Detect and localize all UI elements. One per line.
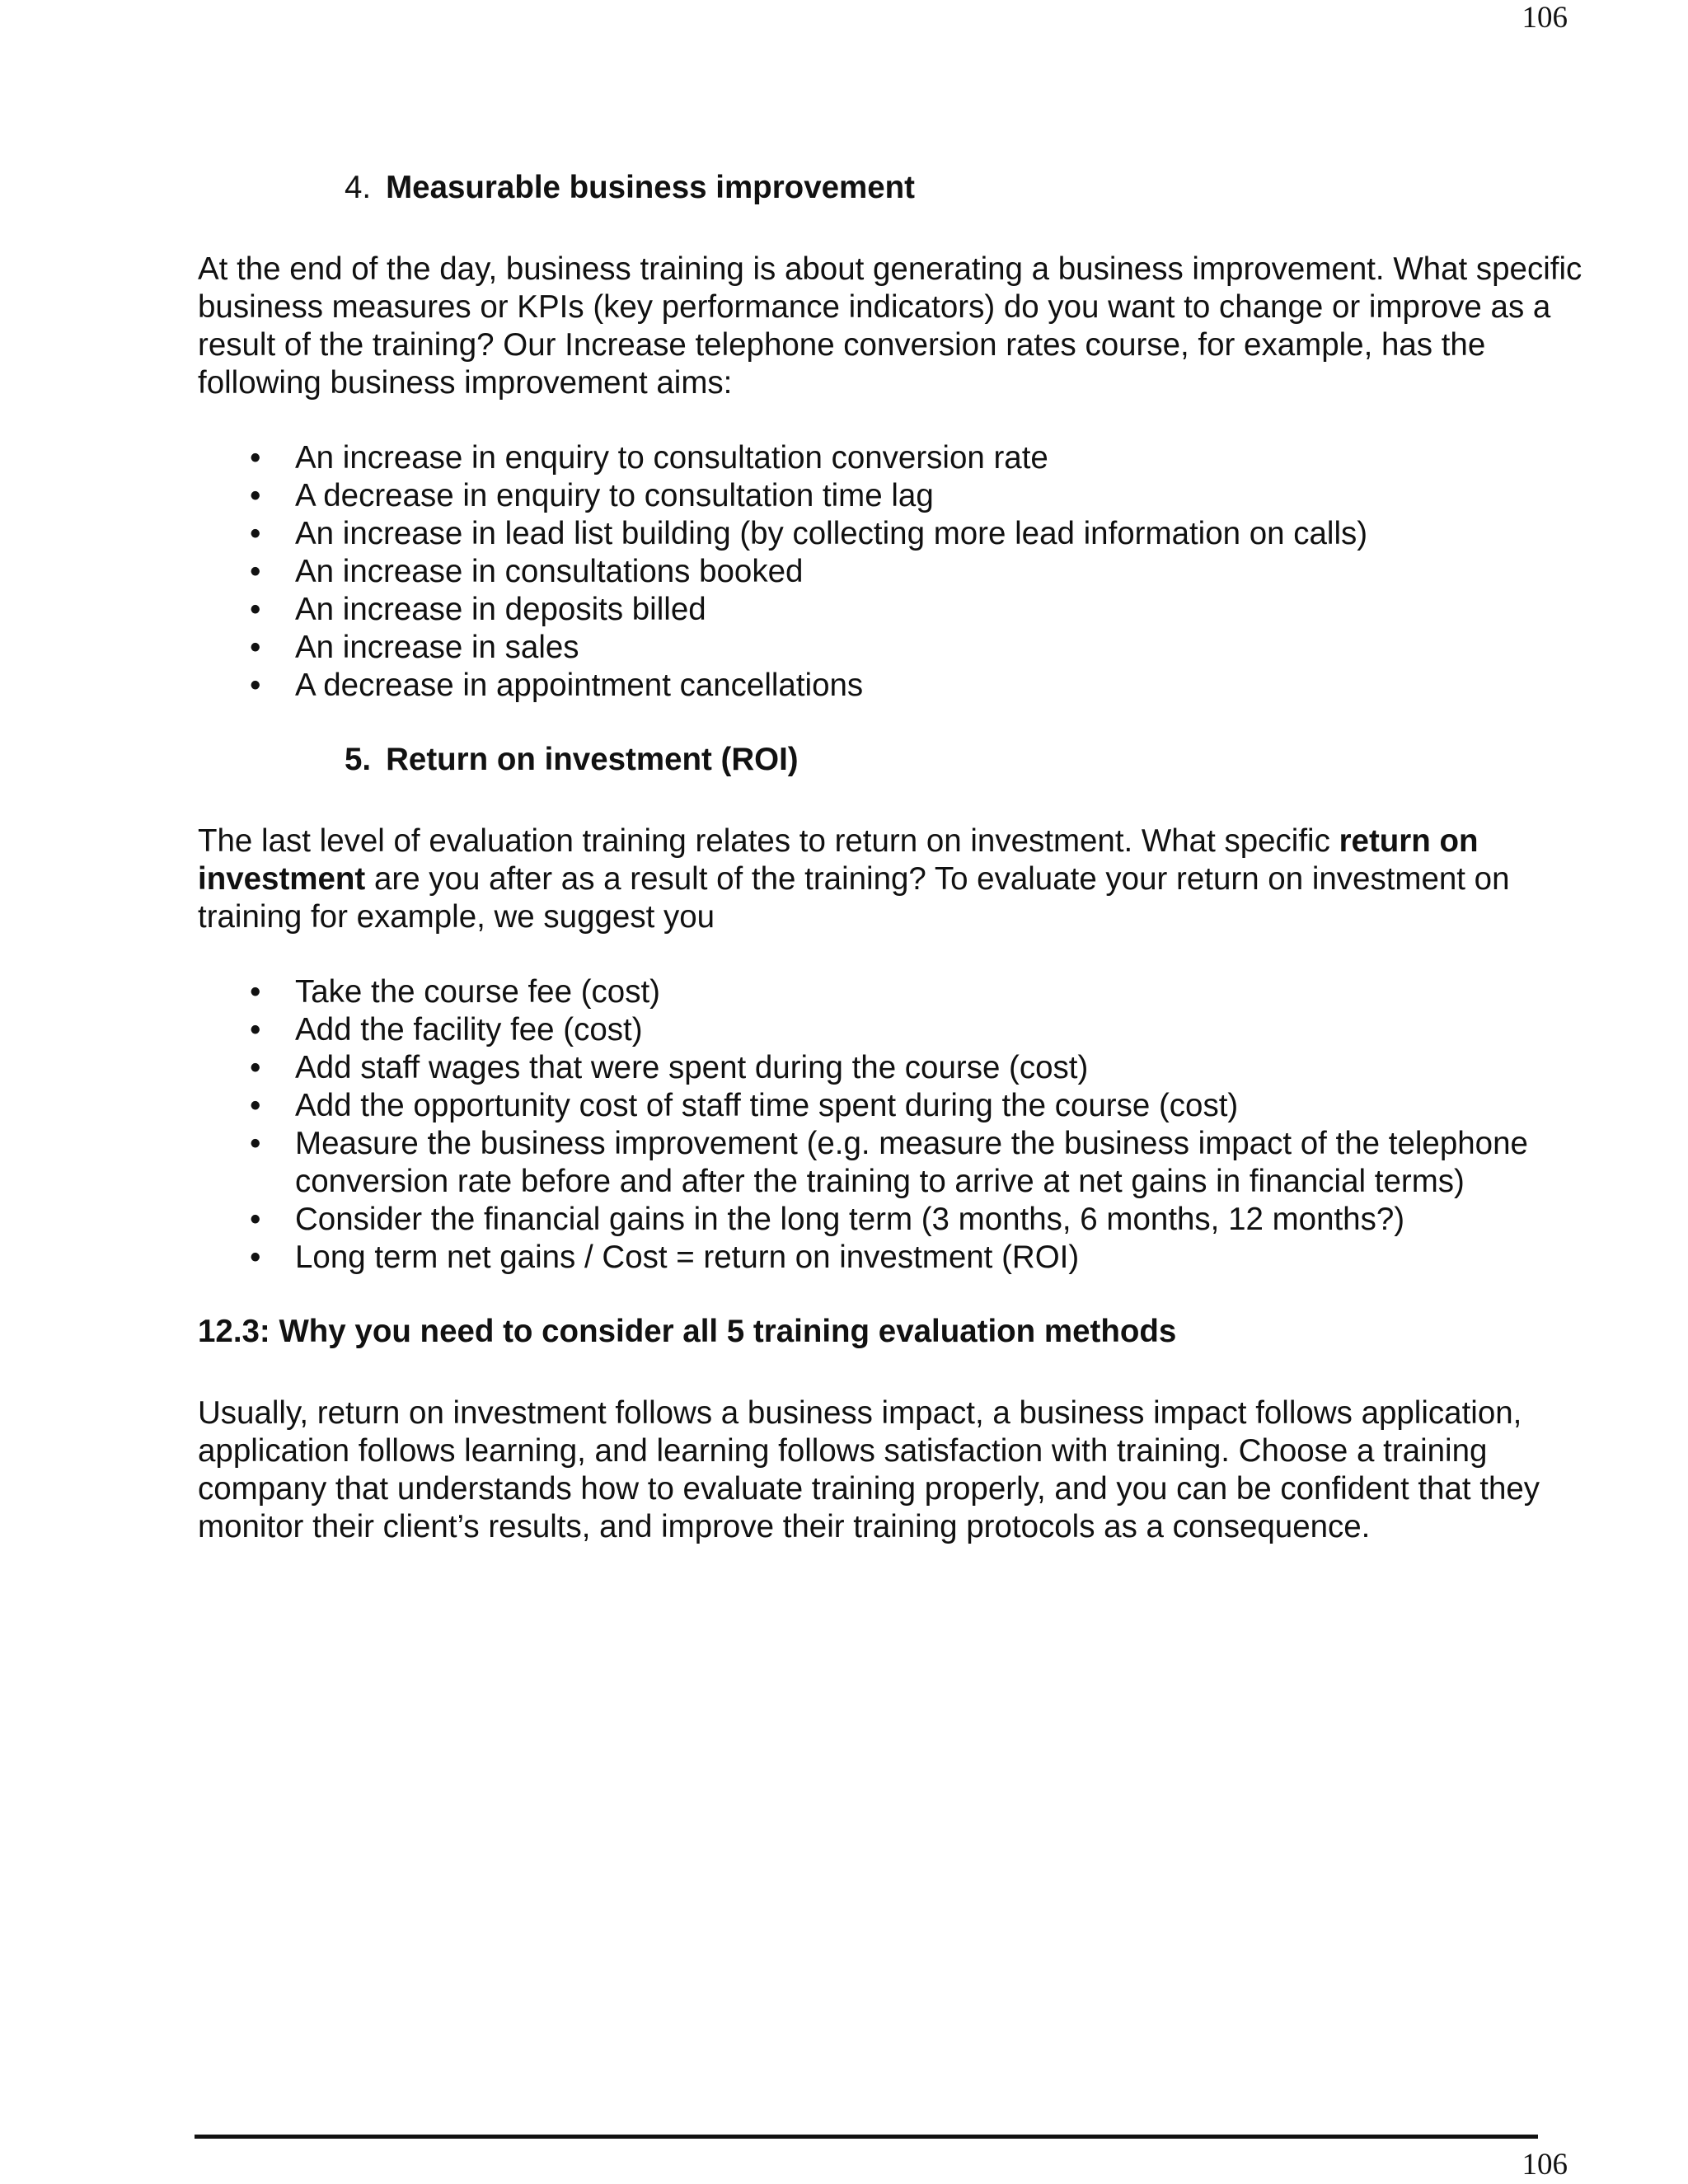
bullet-icon: • [250, 516, 261, 551]
bullet-icon: • [250, 668, 261, 703]
page-content [198, 169, 1582, 1546]
business-improvement-list [198, 439, 1582, 705]
list-item: • Add staff wages that were spent during the course (cost) [250, 1050, 1089, 1085]
section-5-paragraph: The last level of evaluation training relates to return on investment. What specific return on investment are you after as a result of the training? To evaluate your return on investment on training for example, we suggest you [198, 823, 1510, 935]
bullet-icon: • [250, 554, 261, 589]
bullet-icon: • [250, 1240, 261, 1275]
bullet-icon: • [250, 1012, 261, 1047]
list-item: • Add the facility fee (cost) [250, 1012, 643, 1047]
list-item: • Add the opportunity cost of staff time spent during the course (cost) [250, 1088, 1239, 1123]
roi-emphasis: return on investment [198, 823, 1479, 897]
section-4-paragraph: At the end of the day, business training is about generating a business improvement. What specific business measures or KPIs (key performance indicators) do you want to change or improve as a result of the training? Our Increase telephone conversion rates course, for example, has the following business improvement aims: [198, 251, 1582, 401]
list-item: • Long term net gains / Cost = return on investment (ROI) [250, 1240, 1080, 1275]
list-item: • An increase in sales [250, 630, 579, 665]
list-item: • An increase in consultations booked [250, 554, 804, 589]
bullet-icon: • [250, 1050, 261, 1085]
bullet-icon: • [250, 974, 261, 1010]
bullet-icon: • [250, 440, 261, 476]
list-item: • An increase in lead list building (by collecting more lead information on calls) [250, 516, 1368, 551]
roi-steps-list [198, 973, 1582, 1277]
bullet-icon: • [250, 1088, 261, 1123]
list-item: • Measure the business improvement (e.g. measure the business impact of the telephone conversion rate before and after the training to arrive at net gains in financial terms) [250, 1126, 1528, 1199]
page-number-bottom: 106 [1522, 2148, 1568, 2182]
footer-divider [195, 2135, 1538, 2139]
list-item: • A decrease in enquiry to consultation time lag [250, 478, 934, 513]
page-number-top: 106 [1522, 1, 1568, 35]
list-item: • Consider the financial gains in the long term (3 months, 6 months, 12 months?) [250, 1202, 1405, 1237]
list-item: • An increase in deposits billed [250, 592, 706, 627]
bullet-icon: • [250, 592, 261, 627]
bullet-icon: • [250, 1202, 261, 1237]
list-item: • A decrease in appointment cancellations [250, 668, 864, 703]
list-item: • An increase in enquiry to consultation conversion rate [250, 440, 1048, 476]
bullet-icon: • [250, 1126, 261, 1161]
section-4-heading [345, 169, 1582, 207]
section-5-heading [345, 741, 1582, 779]
section-5-title: Return on investment (ROI) [386, 742, 799, 777]
section-5-number: 5. [345, 742, 372, 777]
list-item: • Take the course fee (cost) [250, 974, 660, 1010]
bullet-icon: • [250, 630, 261, 665]
section-4-title: Measurable business improvement [386, 170, 915, 205]
section-12-3-heading: 12.3: Why you need to consider all 5 training evaluation methods [198, 1314, 1177, 1349]
section-12-3-paragraph: Usually, return on investment follows a business impact, a business impact follows application, application follows learning, and learning follows satisfaction with training. Choose a training company that understands how to evaluate training properly, and you can be confident that they monitor their client’s results, and improve their training protocols as a consequence. [198, 1395, 1540, 1544]
section-4-number: 4. [345, 170, 372, 205]
bullet-icon: • [250, 478, 261, 513]
